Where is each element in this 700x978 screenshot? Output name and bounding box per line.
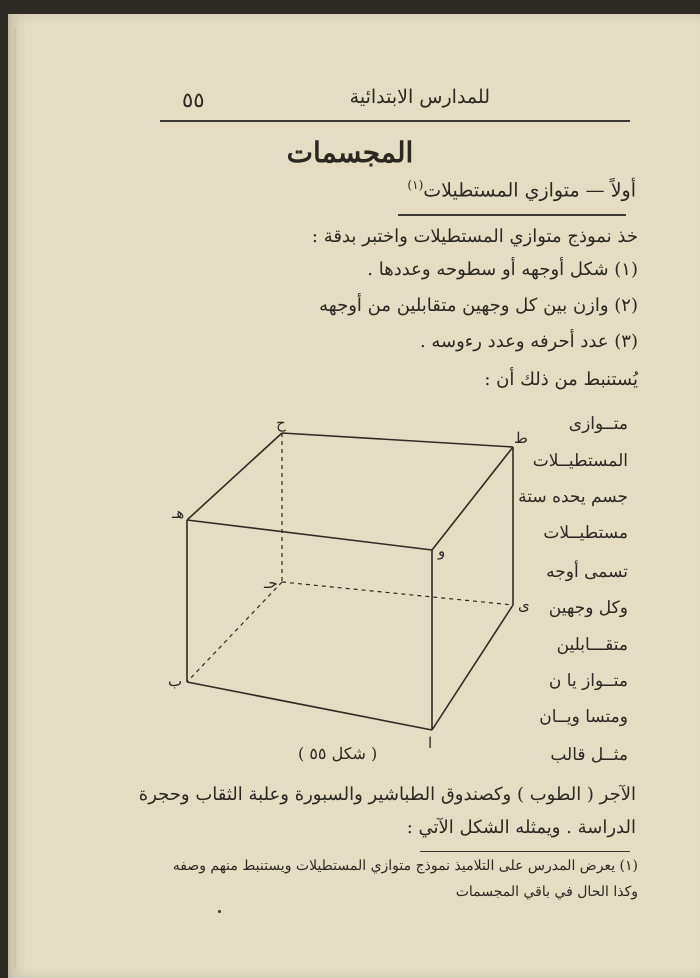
edge-top-left bbox=[187, 433, 282, 520]
hidden-edge-back bbox=[282, 582, 513, 605]
paper-speck bbox=[218, 910, 221, 913]
side-text-line: مستطيــلات bbox=[543, 523, 628, 543]
side-text-line: متــواز يا ن bbox=[548, 671, 628, 691]
footnote-rule bbox=[420, 851, 630, 852]
vertex-label: هـ bbox=[172, 504, 185, 522]
vertex-label: ب bbox=[168, 672, 183, 690]
vertex-label: و bbox=[438, 542, 446, 560]
vertex-label: ط bbox=[514, 429, 528, 447]
figure-caption: ( شكل ٥٥ ) bbox=[298, 744, 378, 763]
chapter-title: المجسمات bbox=[286, 136, 414, 169]
page-number: ٥٥ bbox=[182, 88, 205, 112]
edge-bottom-front bbox=[187, 682, 432, 730]
step-3: (٣) عدد أحرفه وعدد رءوسه . bbox=[419, 331, 638, 352]
continuation-line: الدراسة . ويمثله الشكل الآتي : bbox=[406, 817, 636, 838]
vertex-label: ح bbox=[276, 414, 286, 432]
side-text-line: وكل وجهين bbox=[548, 598, 628, 618]
footnote-line: (١) يعرض المدرس على التلاميذ نموذج متوازي المستطيلات ويستنبط منهم وصفه bbox=[172, 858, 638, 874]
footnote-marker: (١) bbox=[407, 178, 424, 192]
vertex-label: حـ bbox=[264, 574, 278, 592]
edge-top-right bbox=[432, 447, 513, 550]
edge-top-back bbox=[282, 433, 513, 447]
step-1: (١) شكل أوجهه أو سطوحه وعددها . bbox=[367, 259, 638, 280]
side-text-line: جسم يحده ستة bbox=[518, 487, 628, 507]
side-text-line: ومتسا ويــان bbox=[539, 707, 628, 727]
running-title: للمدارس الابتدائية bbox=[349, 86, 490, 108]
hidden-edge-left bbox=[187, 582, 282, 682]
side-text-line: متــوازى bbox=[568, 414, 628, 434]
side-text-line: تسمى أوجه bbox=[546, 562, 628, 582]
edge-bottom-right bbox=[432, 605, 513, 730]
subtitle-text: أولاً — متوازي المستطيلات bbox=[423, 179, 636, 202]
vertex-label: ا bbox=[428, 734, 433, 752]
vertex-label: ى bbox=[518, 596, 530, 614]
step-2: (٢) وازن بين كل وجهين متقابلين من أوجهه bbox=[319, 295, 638, 316]
continuation-line: الآجر ( الطوب ) وكصندوق الطباشير والسبورة وعلبة الثقاب وحجرة bbox=[138, 784, 636, 805]
footnote-line: وكذا الحال في باقي المجسمات bbox=[455, 884, 638, 900]
side-text-line: مثــل قالب bbox=[550, 745, 628, 765]
deduce-line: يُستنبط من ذلك أن : bbox=[484, 369, 638, 390]
edge-top-front bbox=[187, 520, 432, 550]
side-text-line: المستطيــلات bbox=[532, 451, 628, 471]
side-text-line: متقـــابلين bbox=[556, 635, 628, 655]
instruction-line: خذ نموذج متوازي المستطيلات واختبر بدقة : bbox=[311, 226, 638, 247]
